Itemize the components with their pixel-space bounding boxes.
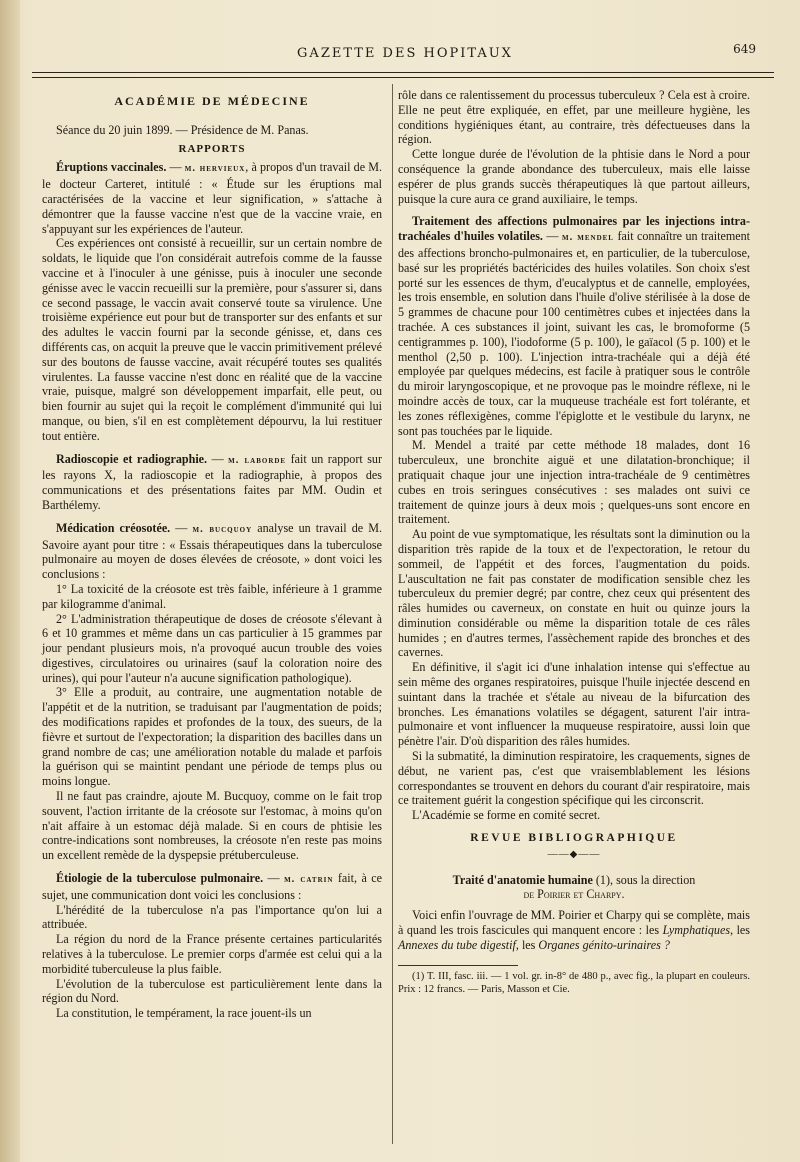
rapports-heading: RAPPORTS (178, 142, 246, 155)
ornament-divider: ——◆—— (547, 848, 601, 860)
article-lead: à propos d'un travail de M. le docteur Carteret, intitulé : « Étude sur les éruptions mal caractérisées de la vaccine et leur signification, » s'attache à démontrer que la fausse vaccine n'est que de la vaccine vraie, en s'appuyant sur les expériences de l'auteur. (42, 160, 383, 236)
paragraph: Ces expériences ont consisté à recueillir, sur un certain nombre de soldats, le liquide que l'on considérait autrefois comme de la fausse vaccine et à l'inoculer à une génisse, puis à inoculer une seconde génisse avec le vaccin recueilli sur la première, pour s'assurer si, dans ce second passage, le vaccin avait conservé toute sa virulence. Une troisième expérience eut pour but de transporter sur des enfants et sur des adultes le vaccin fourni par la seconde génisse, et, dans ces différents cas, on acquit la preuve que le vaccin primitivement prélevé sur des boutons de fausse vaccine, avait récupéré toutes ses qualités virulentes. La fausse vaccine n'est donc en réalité que de la vaccine vraie, puisque, malgré son développement imparfait, elle peut, ou bien fournir au sujet qui la reçoit le complément d'immunité qui lui manque, ou bien, s'il en est complètement dépourvu, la lui restituer tout entière. (42, 236, 382, 443)
book-authors: de Poirier et Charpy. (523, 887, 625, 902)
paragraph: La constitution, le tempérament, la race jouent-ils un (56, 1006, 312, 1021)
paragraph: Cette longue durée de l'évolution de la phtisie dans le Nord a pour conséquence la grande abondance des tuberculeux, mais elle laisse espérer de plus grands succès thérapeutiques là que partout ailleurs, puisque la cure aura ce grand auxiliaire, le temps. (398, 147, 750, 206)
section-heading-academie: ACADÉMIE DE MÉDECINE (114, 94, 310, 108)
review-italic-annexes: Annexes du tube digestif (398, 937, 516, 952)
article-lead: fait connaître un traitement des affections broncho-pulmonaires et, en particulier, de la tuberculose, basé sur les propriétés bactéricides des huiles volatiles. Son choix s'est porté sur les essences de thym, d'eucalyptus et de cannelle, employées, les trois ensemble, en solution dans l'huile d'olive stérilisée à la dose de 5 grammes de chacune pour 100 centimètres cubes et injectées dans la trachée. A ces substances il joint, suivant les cas, le bromoforme (5 centigrammes p. 100), l'iodoforme (5 p. 100), le gaïacol (5 p. 100) et le menthol (2,50 p. 100). L'injection intra-trachéale qui a déjà été employée par quelques médecins, est facile à pratiquer sous le contrôle du miroir laryngoscopique, et ne provoque pas le moindre réflexe, ni le moindre accès de toux, car la muqueuse trachéale est fort tolérante, et les zones réflexigènes, comme l'épiglotte et le vestibule du larynx, ne sont pas touchées par le liquide. (398, 229, 751, 438)
paragraph: L'Académie se forme en comité secret. (412, 808, 601, 823)
paragraph: 1° La toxicité de la créosote est très faible, inférieure à 1 gramme par kilogramme d'animal. (42, 581, 382, 611)
page-header (40, 40, 770, 66)
page-number: 649 (733, 42, 756, 56)
paragraph: Au point de vue symptomatique, les résultats sont la diminution ou la disparition très rapide de la toux et de l'expectoration, le retour du sommeil, de l'appétit et des forces, l'augmentation du poids. L'auscultation ne fait pas constater de modification sensible chez les tuberculeux du premier degré; par contre, chez ceux qui présentent des râles humides ou caverneux, on constate en huit ou quinze jours la diminution considérable ou même la disparition totale de ces râles humides ; en d'autres termes, l'assèchement rapide des bronches et des cavernes. (398, 527, 750, 660)
article-title: Traitement des affections pulmonaires par les injections intra-trachéales d'huiles volatiles. (398, 214, 750, 244)
footnote: (1) T. III, fasc. iii. — 1 vol. gr. in-8° de 480 p., avec fig., la plupart en couleurs. Prix : 12 francs. — Paris, Masson et Cie. (398, 970, 750, 995)
article-author: m. bucquoy (192, 523, 253, 535)
article-author: m. hervieux (184, 163, 246, 175)
article-etiologie: Étiologie de la tuberculose pulmonaire. — m. catrin fait, à ce sujet, une communication dont voici les conclusions : (42, 871, 383, 902)
right-column (398, 88, 750, 996)
footnote-ref: (1) (595, 872, 611, 887)
paragraph: En définitive, il s'agit ici d'une inhalation intense qui s'effectue au sein même des organes respiratoires, puisque l'huile injectée descend en suintant dans la trachée et s'étale au niveau de la bifurcation des bronches. Les émanations volatiles se dégagent, saturent l'air intra-pulmonaire et vont influencer la muqueuse respiratoire, aussi loin que pénètre l'air. D'où disparition des râles humides. (398, 660, 750, 749)
article-author: m. laborde (228, 454, 287, 466)
review-text: , les (730, 923, 751, 938)
header-rule-thin (32, 77, 774, 78)
review-italic-lymph: Lymphatiques (662, 923, 731, 938)
article-creosotee: Médication créosotée. — m. bucquoy analyse un travail de M. Savoire ayant pour titre : « Essais thérapeutiques dans la tuberculose pulmonaire au moyen de doses élevées de créosote, » dont voici les conclusions : (42, 520, 382, 582)
book-title: Traité d'anatomie humaine (452, 872, 593, 887)
section-heading-revue: REVUE BIBLIOGRAPHIQUE (470, 832, 678, 845)
article-lead: fait, à ce sujet, une communication dont voici les conclusions : (42, 871, 383, 902)
paragraph: M. Mendel a traité par cette méthode 18 malades, dont 16 tuberculeux, une bronchite aiguë et une dilatation-bronchique; il pratiquait chaque jour une injection intra-trachéale de 9 centimètres cubes en trois seringues consécutives : ses malades ont suivi ce traitement de quinze jours à deux mois ; quelques-uns sont encore en traitement. (398, 438, 750, 527)
binding-edge (0, 0, 20, 1162)
article-author: m. mendel (561, 232, 614, 244)
paragraph: 2° L'administration thérapeutique de doses de créosote s'élevant à 6 et 10 grammes et même dans un cas particulier à 15 grammes par jour pendant plusieurs mois, n'a provoqué aucun trouble des voies digestives, circulatoires ou urinaires (sauf la coloration noire des urines), qui pour l'auteur n'a aucune signification pathologique). (42, 611, 382, 685)
article-author: m. catrin (284, 874, 334, 886)
article-traitement: Traitement des affections pulmonaires par les injections intra-trachéales d'huiles volatiles. — m. mendel fait connaître un traitement des affections broncho-pulmonaires et, en particulier, de la tuberculose, basé sur les propriétés bactéricides des huiles volatiles. Son choix s'est porté sur les essences de thym, d'eucalyptus et de cannelle, employées, les trois ensemble, en solution dans l'huile d'olive stérilisée à la dose de 5 grammes de chacune pour 100 centimètres cubes et injectées dans la trachée. A ces substances il joint, suivant les cas, le bromoforme (5 centigrammes p. 100), l'iodoforme (5 p. 100), le gaïacol (5 p. 100) et le menthol (2,50 p. 100). L'injection intra-trachéale qui a déjà été employée par quelques médecins, est facile à pratiquer sous le contrôle du miroir laryngoscopique, et ne provoque pas le moindre réflexe, ni le moindre accès de toux, car la muqueuse trachéale est fort tolérante, et les zones réflexigènes, comme l'épiglotte et le vestibule du larynx, ne sont pas touchées par le liquide. (398, 214, 751, 438)
paragraph: 3° Elle a produit, au contraire, une augmentation notable de l'appétit et de la nutrition, se traduisant par l'augmentation de poids; des modifications rapides et profondes de la toux, des sueurs, de la fièvre et surtout de l'expectoration; la disparition des bacilles dans un grand nombre de cas; une amélioration notable du malade et parfois la guérison qui se maintint pendant une période de temps plus ou moins longue. (42, 685, 382, 789)
article-title: Étiologie de la tuberculose pulmonaire. (56, 871, 264, 886)
article-eruptions: Éruptions vaccinales. — m. hervieux, à propos d'un travail de M. le docteur Carteret, intitulé : « Étude sur les éruptions mal caractérisées de la vaccine et leur signification, » s'attache à démontrer que la fausse vaccine n'est que de la vaccine vraie, en s'appuyant sur les expériences de l'auteur. (42, 160, 383, 236)
column-divider (392, 84, 393, 1144)
article-lead: analyse un travail de M. Savoire ayant pour titre : « Essais thérapeutiques dans la tuberculose pulmonaire au moyen de doses élevées de créosote, » dont voici les conclusions : (42, 520, 382, 582)
article-radioscopie: Radioscopie et radiographie. — m. laborde fait un rapport sur les rayons X, la radioscopie et la radiographie, à propos des communications et des présentations faites par MM. Oudin et Barthélemy. (42, 451, 382, 512)
paragraph: L'évolution de la tuberculose est particulièrement lente dans la région du Nord. (42, 976, 382, 1006)
review-text: , les (515, 937, 539, 952)
footnote-rule (398, 965, 518, 966)
article-title: Médication créosotée. (56, 520, 171, 535)
paragraph: L'hérédité de la tuberculose n'a pas l'importance qu'on lui a attribuée. (42, 902, 382, 932)
header-rule (32, 72, 774, 73)
running-title: GAZETTE DES HOPITAUX (297, 46, 513, 61)
paragraph: Il ne faut pas craindre, ajoute M. Bucquoy, comme on le fait trop souvent, l'action irritante de la créosote sur l'estomac, à moins qu'on n'ait affaire à un estomac déjà malade. Si en cours de phtisie les contre-indications sont nombreuses, la créosote n'en reste pas moins un excellent remède de la dyspepsie prétuberculeuse. (42, 789, 382, 863)
left-column (42, 88, 382, 1021)
article-title: Éruptions vaccinales. (56, 160, 167, 175)
review-italic-organes: Organes génito-urinaires ? (538, 937, 670, 952)
paragraph-continued: rôle dans ce ralentissement du processus tuberculeux ? Cela est à croire. Elle ne peut être expliquée, en effet, par une meilleure hygiène, les conditions hygiéniques étant, au contraire, très défectueuses dans la région. (398, 88, 750, 147)
book-title-line (398, 873, 750, 888)
article-title: Radioscopie et radiographie. (56, 451, 208, 466)
paragraph: Si la submatité, la diminution respiratoire, les craquements, signes de début, ne varient pas, c'est que vraisemblablement les lésions correspondantes se trouvent en dehors du courant d'air respiratoire, mais ce traitement guérit la congestion spécifique qui les circonscrit. (398, 749, 750, 808)
paragraph: La région du nord de la France présente certaines particularités relatives à la tuberculose. Le premier corps d'armée est celui qui a la morbidité tuberculeuse la plus faible. (42, 932, 382, 976)
book-title-after: , sous la direction (610, 872, 696, 887)
article-lead: fait un rapport sur les rayons X, la radioscopie et la radiographie, à propos des communications et des présentations faites par MM. Oudin et Barthélemy. (42, 451, 382, 512)
review-text: Voici enfin l'ouvrage de MM. Poirier et Charpy qui se complète, mais à quand les trois fascicules qui manquent encore : les (398, 908, 750, 938)
review-paragraph (398, 908, 750, 952)
seance-line: Séance du 20 juin 1899. — Présidence de M. Panas. (56, 122, 309, 137)
